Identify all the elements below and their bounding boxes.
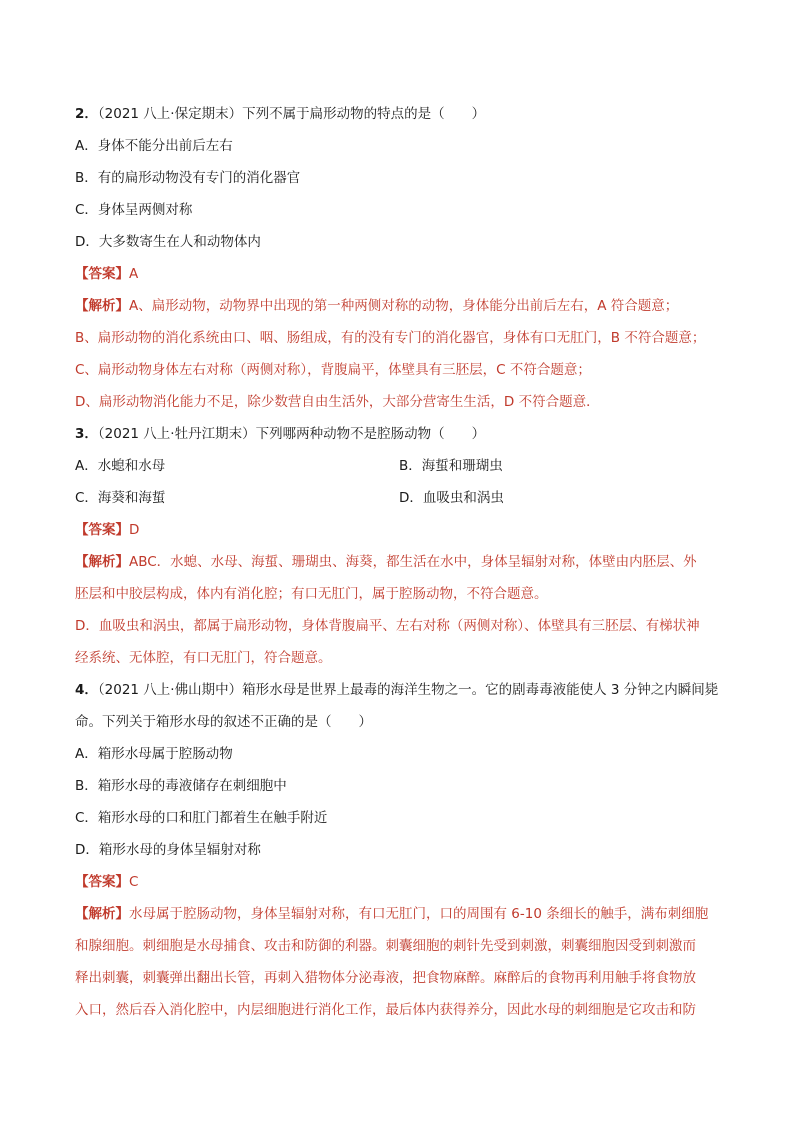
analysis-line: [75, 898, 754, 930]
answer-value: A: [129, 266, 139, 282]
option-a: A．箱形水母属于腔肠动物: [75, 746, 233, 762]
analysis-line: 胚层和中胶层构成，体内有消化腔；有口无肛门，属于腔肠动物，不符合题意。: [75, 586, 548, 602]
option-a: A．水螅和水母: [75, 458, 166, 474]
analysis-line: D、扁形动物消化能力不足，除少数营自由生活外，大部分营寄生生活，D 不符合题意．: [75, 394, 600, 410]
question-3-stem: [75, 418, 754, 450]
option-d: D．箱形水母的身体呈辐射对称: [75, 842, 261, 858]
analysis-text: ABC．水螅、水母、海蜇、珊瑚虫、海葵，都生活在水中，身体呈辐射对称，体壁由内胚层、外: [129, 554, 697, 570]
question-number: 2．: [75, 106, 98, 122]
analysis-label: 【解析】: [75, 554, 129, 570]
analysis-line: 和腺细胞。刺细胞是水母捕食、攻击和防御的利器。刺囊细胞的刺针先受到刺激，刺囊细胞因受到刺激而: [75, 938, 696, 954]
question-2-stem: [75, 98, 754, 130]
option-a: A．身体不能分出前后左右: [75, 138, 233, 154]
question-number: 3．: [75, 426, 98, 442]
answer-label: 【答案】: [75, 266, 129, 282]
answer-value: C: [129, 874, 139, 890]
answer-value: D: [129, 522, 140, 538]
question-source: （2021 八上·保定期末）: [97, 106, 243, 122]
analysis-text: 水母属于腔肠动物，身体呈辐射对称，有口无肛门，口的周围有 6-10 条细长的触手，满布刺细胞: [129, 906, 709, 922]
option-b: B．海蜇和珊瑚虫: [399, 458, 503, 474]
analysis-label: 【解析】: [75, 298, 129, 314]
analysis-line: [75, 290, 754, 322]
option-d: D．大多数寄生在人和动物体内: [75, 234, 261, 250]
question-text-continued: 命。下列关于箱形水母的叙述不正确的是（ ）: [75, 714, 372, 730]
option-c: C．身体呈两侧对称: [75, 202, 193, 218]
analysis-line: C、扁形动物身体左右对称（两侧对称），背腹扁平，体壁具有三胚层，C 不符合题意；: [75, 362, 591, 378]
analysis-label: 【解析】: [75, 906, 129, 922]
answer-label: 【答案】: [75, 874, 129, 890]
option-b: B．箱形水母的毒液储存在刺细胞中: [75, 778, 287, 794]
answer-line: [75, 866, 754, 898]
question-text: 箱形水母是世界上最毒的海洋生物之一。它的剧毒毒液能使人 3 分钟之内瞬间毙: [242, 682, 719, 698]
analysis-text: A、扁形动物，动物界中出现的第一种两侧对称的动物，身体能分出前后左右，A 符合题意；: [129, 298, 679, 314]
question-number: 4．: [75, 682, 98, 698]
options-row: [75, 482, 754, 514]
question-4-stem: [75, 674, 754, 706]
option-c: C．箱形水母的口和肛门都着生在触手附近: [75, 810, 328, 826]
question-source: （2021 八上·牡丹江期末）: [97, 426, 256, 442]
question-text: 下列不属于扁形动物的特点的是（ ）: [242, 106, 486, 122]
answer-line: [75, 258, 754, 290]
analysis-line: 入口，然后吞入消化腔中，内层细胞进行消化工作，最后体内获得养分，因此水母的刺细胞是它攻击和防: [75, 1002, 696, 1018]
option-c: C．海葵和海蜇: [75, 490, 166, 506]
question-source: （2021 八上·佛山期中）: [97, 682, 243, 698]
analysis-line: 经系统、无体腔，有口无肛门，符合题意。: [75, 650, 332, 666]
option-d: D．血吸虫和涡虫: [399, 490, 504, 506]
analysis-line: [75, 546, 754, 578]
option-b: B．有的扁形动物没有专门的消化器官: [75, 170, 301, 186]
question-text: 下列哪两种动物不是腔肠动物（ ）: [255, 426, 486, 442]
analysis-line: B、扁形动物的消化系统由口、咽、肠组成，有的没有专门的消化器官，身体有口无肛门，B 不符合题意；: [75, 330, 706, 346]
analysis-line: 释出刺囊，刺囊弹出翻出长管，再刺入猎物体分泌毒液，把食物麻醉。麻醉后的食物再利用触手将食物放: [75, 970, 696, 986]
analysis-line: D．血吸虫和涡虫，都属于扁形动物，身体背腹扁平、左右对称（两侧对称）、体壁具有三胚层、有梯状神: [75, 618, 700, 634]
answer-line: [75, 514, 754, 546]
options-row: [75, 450, 754, 482]
answer-label: 【答案】: [75, 522, 129, 538]
